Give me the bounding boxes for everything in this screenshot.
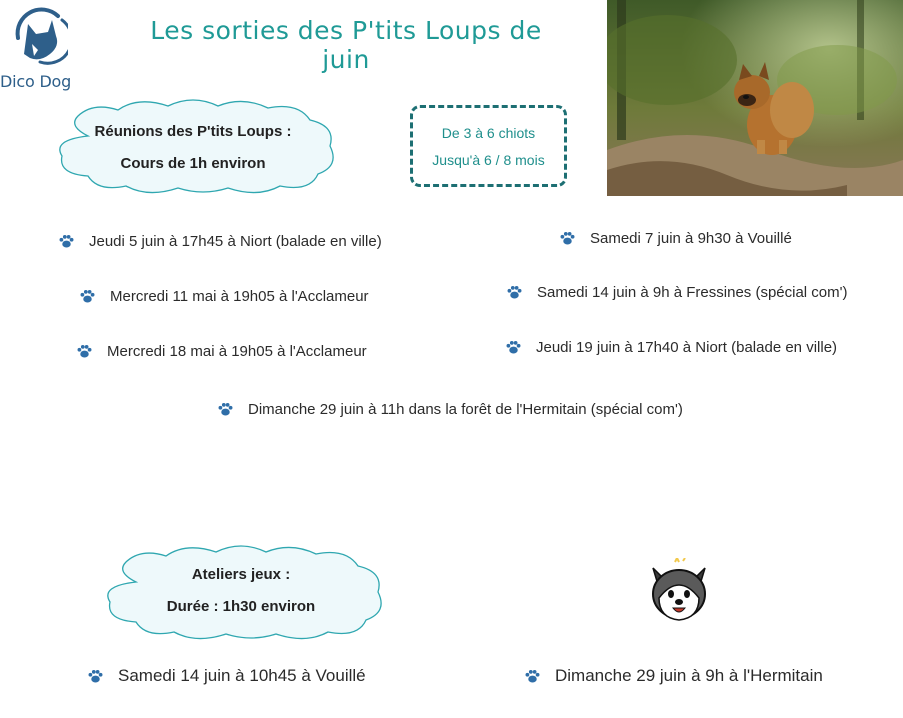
event-text: Dimanche 29 juin à 11h dans la forêt de l'Hermitain (spécial com') xyxy=(248,401,683,418)
event-text: Mercredi 11 mai à 19h05 à l'Acclameur xyxy=(110,288,369,305)
event-item xyxy=(58,233,382,250)
cloud-shape-icon xyxy=(48,96,338,196)
event-item xyxy=(79,288,369,305)
paw-icon xyxy=(58,233,75,250)
paw-icon xyxy=(524,668,541,685)
event-item xyxy=(87,666,366,686)
event-text: Samedi 14 juin à 9h à Fressines (spécial com') xyxy=(537,284,848,301)
brand-logo xyxy=(0,2,80,92)
husky-cartoon-icon xyxy=(645,558,713,626)
age-line-1: De 3 à 6 chiots xyxy=(441,125,536,141)
event-item xyxy=(505,339,837,356)
event-item xyxy=(559,230,792,247)
event-item xyxy=(76,343,367,360)
reunions-line-2: Cours de 1h environ xyxy=(120,155,266,172)
ateliers-cloud xyxy=(96,542,386,642)
paw-icon xyxy=(559,230,576,247)
event-item xyxy=(217,401,683,418)
paw-icon xyxy=(217,401,234,418)
reunions-line-1: Réunions des P'tits Loups : xyxy=(94,123,292,140)
ateliers-line-1: Ateliers jeux : xyxy=(191,566,291,583)
event-text: Jeudi 5 juin à 17h45 à Niort (balade en ville) xyxy=(89,233,382,250)
puppy-photo xyxy=(607,0,903,196)
age-info-box xyxy=(410,105,567,187)
dog-head-logo-icon xyxy=(10,4,68,66)
event-text: Samedi 14 juin à 10h45 à Vouillé xyxy=(118,666,366,685)
logo-text: Dico Dog xyxy=(0,72,72,91)
event-text: Jeudi 19 juin à 17h40 à Niort (balade en ville) xyxy=(536,339,838,356)
paw-icon xyxy=(79,288,96,305)
age-line-2: Jusqu'à 6 / 8 mois xyxy=(432,152,545,168)
event-text: Dimanche 29 juin à 9h à l'Hermitain xyxy=(555,666,823,685)
reunions-cloud xyxy=(48,96,338,196)
event-text: Mercredi 18 mai à 19h05 à l'Acclameur xyxy=(107,343,367,360)
event-item xyxy=(524,666,823,686)
ateliers-line-2: Durée : 1h30 environ xyxy=(166,598,316,615)
event-item xyxy=(506,284,848,301)
event-text: Samedi 7 juin à 9h30 à Vouillé xyxy=(590,230,792,247)
paw-icon xyxy=(76,343,93,360)
page-title: Les sorties des P'tits Loups de juin xyxy=(150,16,542,74)
paw-icon xyxy=(506,284,523,301)
paw-icon xyxy=(505,339,522,356)
paw-icon xyxy=(87,668,104,685)
cloud-shape-icon xyxy=(96,542,386,642)
